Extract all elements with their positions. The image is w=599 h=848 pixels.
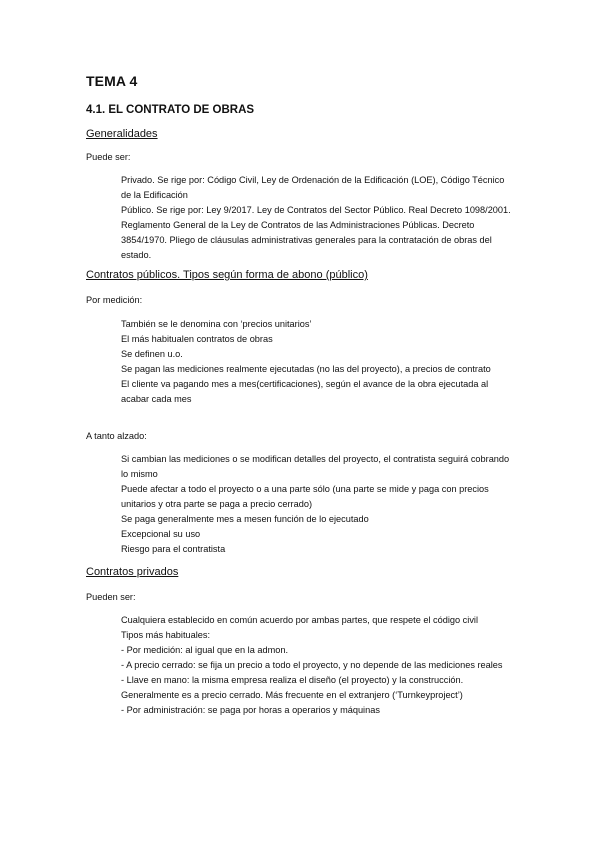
generalidades-intro: Puede ser: bbox=[86, 152, 131, 162]
list-item: Puede afectar a todo el proyecto o a una parte sólo (una parte se mide y paga con precios unitarios y otra parte se paga a precio cerrado) bbox=[121, 484, 489, 509]
list-item: Se pagan las mediciones realmente ejecutadas (no las del proyecto), a precios de contrato bbox=[121, 364, 491, 374]
alzado-list bbox=[121, 452, 521, 557]
list-item: Se paga generalmente mes a mesen función de lo ejecutado bbox=[121, 514, 369, 524]
privados-intro: Pueden ser: bbox=[86, 592, 136, 602]
generalidades-list bbox=[121, 173, 521, 263]
privados-list bbox=[121, 613, 521, 718]
list-item: Se definen u.o. bbox=[121, 349, 183, 359]
document-title: TEMA 4 bbox=[86, 73, 138, 89]
list-item: Tipos más habituales: bbox=[121, 630, 211, 640]
list-item: Público. Se rige por: Ley 9/2017. Ley de Contratos del Sector Público. Real Decreto 1098/2001. Reglamento General de la Ley de Contratos de las Administraciones Públicas. Decreto 3854/1970. Pliego de cláusulas administrativas generales para la contratación de obras del estado. bbox=[121, 205, 511, 260]
list-item: El más habitualen contratos de obras bbox=[121, 334, 273, 344]
list-item: El cliente va pagando mes a mes(certificaciones), según el avance de la obra ejecutada al acabar cada mes bbox=[121, 379, 489, 404]
list-item: Cualquiera establecido en común acuerdo por ambas partes, que respete el código civil bbox=[121, 615, 478, 625]
medicion-list bbox=[121, 317, 521, 407]
privados-heading: Contratos privados bbox=[86, 566, 179, 578]
list-item: Excepcional su uso bbox=[121, 529, 201, 539]
medicion-intro: Por medición: bbox=[86, 295, 143, 305]
publicos-heading: Contratos públicos. Tipos según forma de abono (público) bbox=[86, 269, 368, 281]
generalidades-heading: Generalidades bbox=[86, 128, 158, 140]
list-item: - Por medición: al igual que en la admon. bbox=[121, 645, 289, 655]
list-item: Si cambian las mediciones o se modifican detalles del proyecto, el contratista seguirá cobrando lo mismo bbox=[121, 454, 510, 479]
alzado-intro: A tanto alzado: bbox=[86, 431, 147, 441]
list-item: También se le denomina con ‘precios unitarios’ bbox=[121, 319, 312, 329]
list-item: - Llave en mano: la misma empresa realiza el diseño (el proyecto) y la construcción. Generalmente es a precio cerrado. Más frecuente en el extranjero (‘Turnkeyproject’) bbox=[121, 675, 464, 700]
list-item: - A precio cerrado: se fija un precio a todo el proyecto, y no depende de las mediciones reales bbox=[121, 660, 503, 670]
list-item: Riesgo para el contratista bbox=[121, 544, 226, 554]
section-heading: 4.1. EL CONTRATO DE OBRAS bbox=[86, 104, 255, 116]
list-item: - Por administración: se paga por horas a operarios y máquinas bbox=[121, 705, 380, 715]
list-item: Privado. Se rige por: Código Civil, Ley de Ordenación de la Edificación (LOE), Código Técnico de la Edificación bbox=[121, 175, 505, 200]
